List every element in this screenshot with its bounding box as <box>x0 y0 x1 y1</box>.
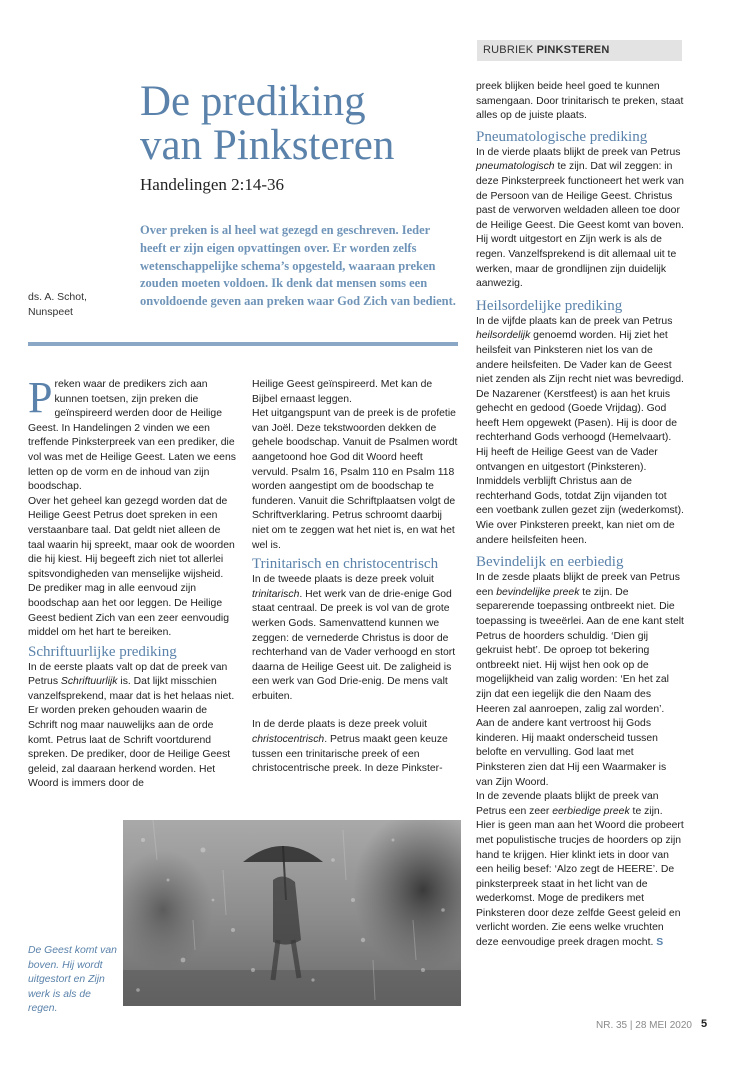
column-3 <box>476 80 684 951</box>
column-1 <box>28 373 238 792</box>
paragraph: Over het geheel kan gezegd worden dat de Heilige Geest Petrus doet spreken in een verstaanbare taal. Dat geldt niet alleen de taal waarin hij spreekt, maar ook de woorden die hij kiest. Hij begeeft zich niet tot allerlei spitsvondigheden van menselijke wijsheid. De prediker mag in alle eenvoud zijn boodschap aan het oor leggen. De Heilige Geest bedient Zich van een zeer eenvoudig middel om het hart te bereiken. <box>28 495 235 639</box>
paragraph: In de vierde plaats blijkt de preek van Petrus pneumatologisch te zijn. Dat wil zeggen: in deze Pinksterpreek functioneert het werk van de Persoon van de Heilige Geest. Christus past de verworven weldaden alleen toe door de Heilige Geest. Die Geest komt van boven. Hij wordt uitgestort en Zijn werk is als de regen. Vanzelfsprekend is dit allemaal uit te werken, maar de grondlijnen zijn duidelijk aanwezig. <box>476 146 684 290</box>
paragraph: In de derde plaats is deze preek voluit christocentrisch. Petrus maakt geen keuze tussen een trinitarische preek of een christocentrische preek. In deze Pinkster- <box>252 719 448 775</box>
section-name: PINKSTEREN <box>536 44 610 56</box>
author-byline: ds. A. Schot, Nunspeet <box>28 291 87 318</box>
paragraph: In de vijfde plaats kan de preek van Petrus heilsordelijk genoemd worden. Hij ziet het heilsfeit van Pinksteren niet los van de andere heilsfeiten. De Vader kan de Geest niet zenden als Zijn recht niet was bevredigd. De Nazarener (Kerstfeest) is aan het kruis gehecht en gedood (Goede Vrijdag). God heeft Hem opgewekt (Pasen). Hij is door de rechterhand Gods verhoogd (Hemelvaart). Hij heeft de Heilige Geest van de Vader ontvangen en uitgestort (Pinksteren). Inmiddels verblijft Christus aan de rechterhand Gods, totdat Zijn vijanden tot een voetbank zullen gezet zijn (wederkomst). Wie over Pinksteren preekt, kan niet om de andere heilsfeiten heen. <box>476 315 684 546</box>
paragraph: In de zesde plaats blijkt de preek van Petrus een bevindelijke preek te zijn. De separerende toepassing ontbreekt niet. Die toepassing is tweeërlei. Aan de ene kant stelt Petrus de hoorders schuldig. ‘Dien gij gekruist hebt’. De oproep tot bekering ontbreekt niet. Hij wijst hen ook op de mogelijkheid van zalig worden: ‘En het zal zijn dat een iegelijk die den Naam des Heeren zal aanroepen, zalig zal worden’. Aan de andere kant vertroost hij Gods kinderen. Hij maakt onderscheid tussen belofte en vervulling. God laat met Pinksteren zien dat Hij een Waarmaker is van Zijn Woord. <box>476 572 684 788</box>
rain-photo <box>123 820 461 1006</box>
section-heading: Bevindelijk en eerbiedig <box>476 554 624 571</box>
page-number: 5 <box>701 1018 708 1030</box>
column-2 <box>252 378 460 777</box>
paragraph: Heilige Geest geïnspireerd. Met kan de Bijbel ernaast leggen. <box>252 379 433 405</box>
article-title: De prediking van Pinksteren <box>140 78 395 169</box>
divider <box>28 342 458 346</box>
section-prefix: RUBRIEK <box>483 44 534 56</box>
paragraph: In de zevende plaats blijkt de preek van Petrus een zeer eerbiedige preek te zijn. Hier is geen man aan het Woord die probeert met populistische trucjes de hoorders op zijn hand te krijgen. Hier klinkt iets in door van een heilig besef: ‘Alzo zegt de HEERE’. De pinksterpreek staat in het licht van de wederkomst. Moge de predikers met Pinksteren door deze zelfde Geest geleid en verlicht worden. Zie eens welke vruchten deze eenvoudige preek dragen mocht. S <box>476 791 684 949</box>
photo-caption: De Geest komt van boven. Hij wordt uitgestort en Zijn werk is als de regen. <box>28 945 117 1015</box>
section-heading: Heilsordelijke prediking <box>476 297 623 314</box>
end-mark: S <box>656 937 664 949</box>
section-heading: Schriftuurlijke prediking <box>28 643 177 660</box>
article-subtitle: Handelingen 2:14-36 <box>140 175 284 194</box>
section-label <box>477 40 682 61</box>
paragraph: Het uitgangspunt van de preek is de profetie van Joël. Deze tekstwoorden dekken de gehele boodschap. Vanuit de Psalmen wordt aangetoond hoe God dit Woord heeft vervuld. Psalm 16, Psalm 110 en Psalm 118 worden aangestipt om de boodschap te funderen. Vanuit die Schriftplaatsen volgt de Schriftverklaring. Petrus schroomt daarbij niet om te zeggen wat het niet is, en wat het wel is. <box>252 408 458 551</box>
rain-image <box>123 820 461 1006</box>
section-heading: Trinitarisch en christocentrisch <box>252 556 439 573</box>
paragraph: In de eerste plaats valt op dat de preek van Petrus Schriftuurlijk is. Dat lijkt misschien vanzelfsprekend, maar dat is het helaas niet. Er worden preken gehouden waarin de Schrift nog maar nauwelijks aan de orde komt. Petrus laat de Schrift voortdurend spreken. De prediker, door de Heilige Geest geleid, zal daaraan herkend worden. Het Woord is immers door de <box>28 661 235 790</box>
paragraph: preek blijken beide heel goed te kunnen samengaan. Door trinitarisch te preken, staat alles op de juiste plaats. <box>476 81 684 122</box>
drop-cap: P <box>28 373 53 422</box>
paragraph: In de tweede plaats is deze preek voluit trinitarisch. Het werk van de drie-enige God staat centraal. De preek is vol van de grote werken Gods. Samenvattend kunnen we zeggen: de vernederde Christus is door de rechterhand van de Vader verhoogd en stort daarna de Heilige Geest uit. De zaligheid is een werk van God Drie-enig. De mens valt erbuiten. <box>252 574 456 702</box>
issue-info: NR. 35 | 28 MEI 2020 <box>596 1020 692 1031</box>
article-intro: Over preken is al heel wat gezegd en geschreven. Ieder heeft er zijn eigen opvattingen over. Er worden zelfs wetenschappelijke schema’s opgesteld, waaraan preken zouden moeten voldoen. Ik denk dat mensen soms een onvoldoende geven aan preken waar God Zich van bedient. <box>140 223 456 309</box>
section-heading: Pneumatologische prediking <box>476 128 648 145</box>
paragraph: Preken waar de predikers zich aan kunnen toetsen, zijn preken die geïnspireerd werden door de Heilige Geest. In Handelingen 2 vinden we een treffende Pinksterpreek van een prediker, die vol was met de Heilige Geest. Laten we eens letten op de vorm en de inhoud van zijn boodschap. <box>28 373 236 493</box>
